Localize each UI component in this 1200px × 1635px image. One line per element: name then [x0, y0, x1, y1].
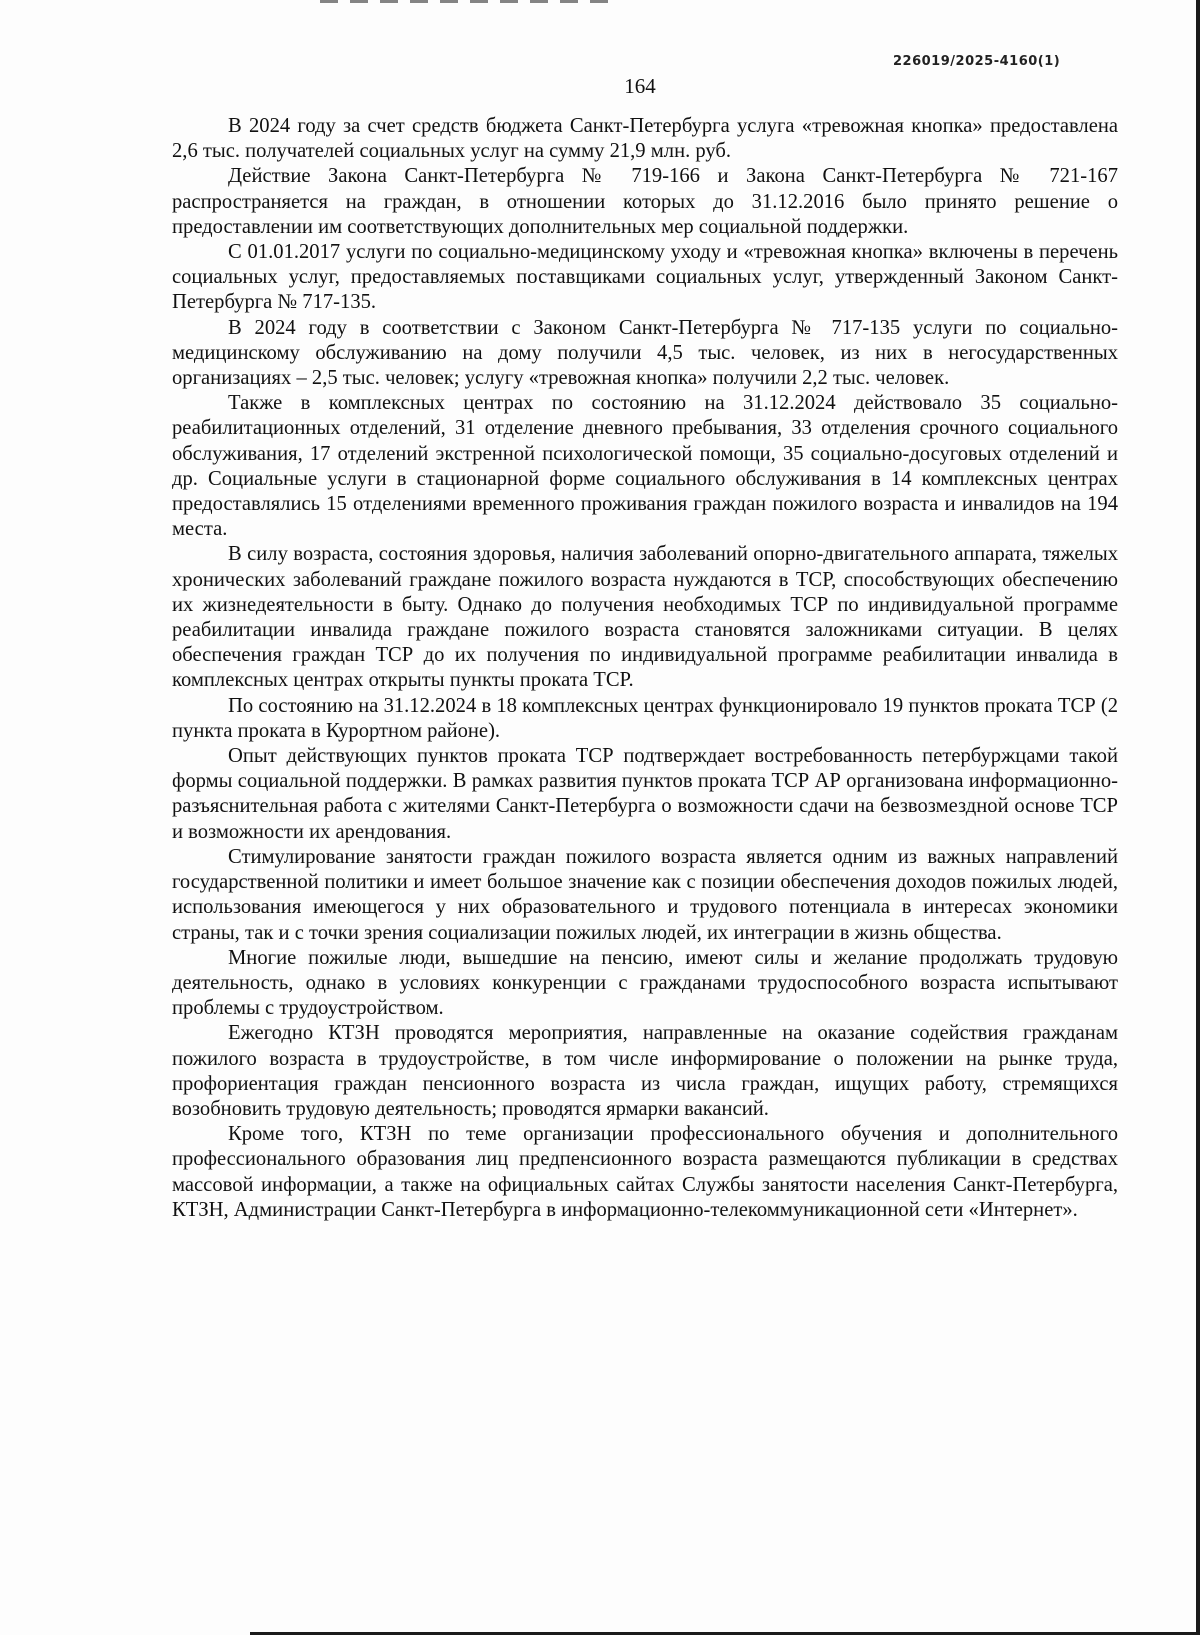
paragraph: В 2024 году в соответствии с Законом Санкт-Петербурга № 717-135 услуги по социально-медицинскому обслуживанию на дому получили 4,5 тыс. человек, из них в негосударственных организациях – 2,5 тыс. человек; услугу «тревожная кнопка» получили 2,2 тыс. человек.: [172, 316, 1118, 390]
paragraph: Ежегодно КТЗН проводятся мероприятия, направленные на оказание содействия гражданам пожилого возраста в трудоустройстве, в том числе информирование о положении на рынке труда, профориентация граждан пенсионного возраста из числа граждан, ищущих работу, стремящихся возобновить трудовую деятельность; проводятся ярмарки вакансий.: [172, 1022, 1118, 1120]
document-id: 226019/2025-4160(1): [893, 54, 1061, 69]
scan-edge-right: [1196, 0, 1200, 1635]
paragraph: Многие пожилые люди, вышедшие на пенсию, имеют силы и желание продолжать трудовую деятельность, однако в условиях конкуренции с гражданами трудоспособного возраста испытывают проблемы с трудоустройством.: [172, 946, 1118, 1020]
document-body: [172, 114, 1118, 1223]
paragraph: Опыт действующих пунктов проката ТСР подтверждает востребованность петербуржцами такой формы социальной поддержки. В рамках развития пунктов проката ТСР АР организована информационно-разъяснительная работа с жителями Санкт-Петербурга о возможности сдачи на безвозмездной основе ТСР и возможности их арендования.: [172, 745, 1118, 843]
paragraph: Также в комплексных центрах по состоянию на 31.12.2024 действовало 35 социально-реабилитационных отделений, 31 отделение дневного пребывания, 33 отделения срочного социального обслуживания, 17 отделений экстренной психологической помощи, 35 социально-досуговых отделений и др. Социальные услуги в стационарной форме социального обслуживания в 14 комплексных центрах предоставлялись 15 отделениями временного проживания граждан пожилого возраста и инвалидов на 194 места.: [172, 392, 1118, 541]
page-number: 164: [624, 74, 656, 98]
paragraph: В силу возраста, состояния здоровья, наличия заболеваний опорно-двигательного аппарата, тяжелых хронических заболеваний граждане пожилого возраста нуждаются в ТСР, способствующих обеспечению их жизнедеятельности в быту. Однако до получения необходимых ТСР по индивидуальной программе реабилитации инвалида граждане пожилого возраста становятся заложниками ситуации. В целях обеспечения граждан ТСР до их получения по индивидуальной программе реабилитации инвалида в комплексных центрах открыты пункты проката ТСР.: [172, 543, 1118, 692]
paragraph: По состоянию на 31.12.2024 в 18 комплексных центрах функционировало 19 пунктов проката ТСР (2 пункта проката в Курортном районе).: [172, 694, 1118, 742]
paragraph: Стимулирование занятости граждан пожилого возраста является одним из важных направлений государственной политики и имеет большое значение как с позиции обеспечения доходов пожилых людей, использования имеющегося у них образовательного и трудового потенциала в интересах экономики страны, так и с точки зрения социализации пожилых людей, их интеграции в жизнь общества.: [172, 845, 1118, 944]
paragraph: С 01.01.2017 услуги по социально-медицинскому уходу и «тревожная кнопка» включены в перечень социальных услуг, предоставляемых поставщиками социальных услуг, утвержденный Законом Санкт-Петербурга № 717-135.: [172, 241, 1118, 314]
paragraph: Действие Закона Санкт-Петербурга № 719-166 и Закона Санкт-Петербурга № 721-167 распространяется на граждан, в отношении которых до 31.12.2016 было принято решение о предоставлении им соответствующих дополнительных мер социальной поддержки.: [172, 165, 1118, 238]
paragraph: В 2024 году за счет средств бюджета Санкт-Петербурга услуга «тревожная кнопка» предоставлена 2,6 тыс. получателей социальных услуг на сумму 21,9 млн. руб.: [172, 115, 1118, 163]
paragraph: Кроме того, КТЗН по теме организации профессионального обучения и дополнительного профессионального образования лиц предпенсионного возраста размещаются публикации в средствах массовой информации, а также на официальных сайтах Службы занятости населения Санкт-Петербурга, КТЗН, Администрации Санкт-Петербурга в информационно-телекоммуникационной сети «Интернет».: [172, 1123, 1118, 1221]
scan-artifact: [320, 0, 620, 3]
